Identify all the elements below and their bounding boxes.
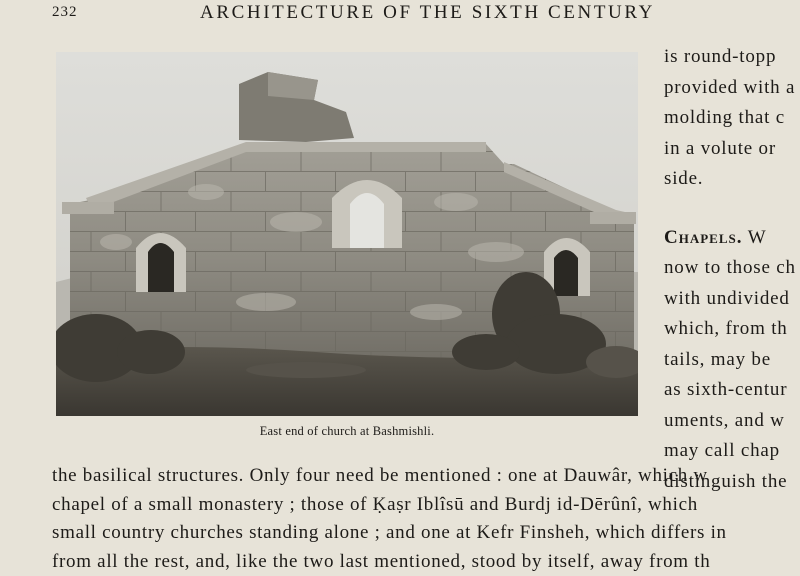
text-line: in a volute or [664, 137, 776, 159]
chapels-heading-line [664, 223, 800, 254]
text-line: distinguish the [664, 470, 788, 492]
running-head: ARCHITECTURE OF THE SIXTH CENTURY [200, 2, 655, 23]
text-line: side. [664, 168, 704, 189]
right-text-column [664, 42, 800, 497]
text-line: is round-topp [664, 46, 777, 67]
figure-caption: East end of church at Bashmishli. [259, 424, 435, 438]
text-line: which, from th [664, 318, 788, 339]
text-line: chapel of a small monastery ; those of Ḳaṣr Iblîsū and Burdj id-Dērûnî, which [52, 493, 698, 515]
text-line: provided with a [664, 76, 796, 98]
page-number: 232 [52, 4, 78, 20]
text-line: may call chap [664, 440, 780, 461]
text-line: with undivided [664, 287, 790, 309]
paragraph-gap [664, 195, 800, 223]
window-left [136, 233, 186, 292]
chapels-heading: Chapels. [664, 226, 743, 248]
body-text-full-width [52, 462, 800, 576]
text-line: molding that c [664, 107, 785, 128]
text-line: from all the rest, and, like the two last mentioned, stood by itself, away from th [52, 550, 711, 572]
text-line: the basilical structures. Only four need be mentioned : one at Dauwâr, which w [52, 465, 708, 486]
text-line: tails, may be [664, 348, 771, 370]
text-fragment: W [742, 226, 767, 248]
window-center [332, 180, 402, 248]
text-line: uments, and w [664, 409, 785, 431]
text-line: now to those ch [664, 257, 796, 278]
text-line: small country churches standing alone ; and one at Kefr Finsheh, which differs in [52, 522, 727, 543]
church-photograph [56, 52, 638, 416]
text-line: as sixth-centur [664, 379, 788, 400]
